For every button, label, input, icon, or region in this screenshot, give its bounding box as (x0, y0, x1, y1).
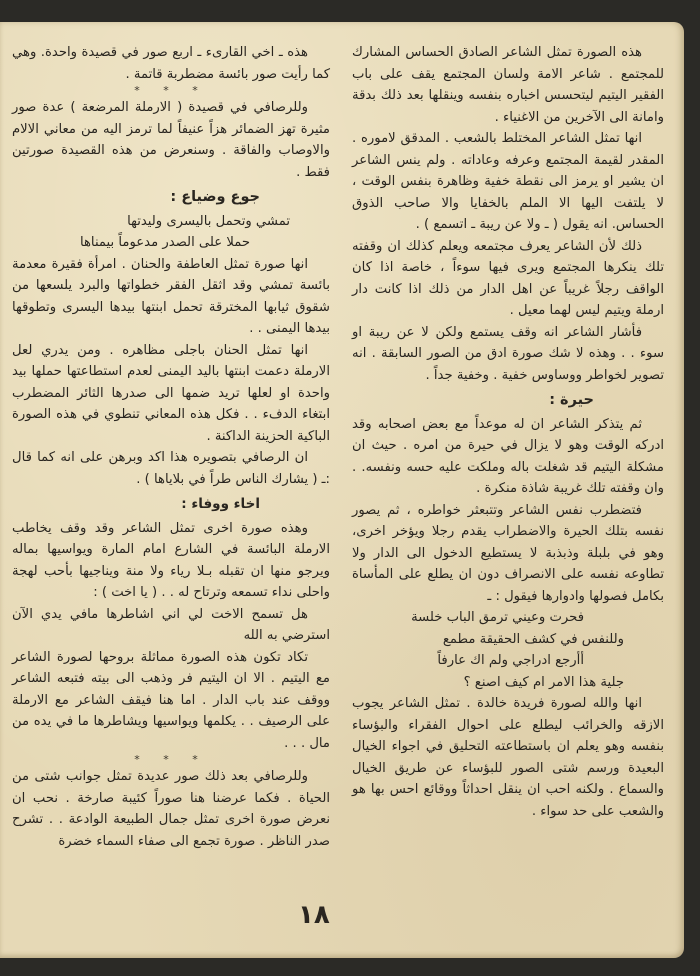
paragraph: ذلك لأن الشاعر يعرف مجتمعه ويعلم كذلك ان وقفته تلك ينكرها المجتمع ويرى فيها سوءاً ، خاصة اذا كان الواقف رجلاً غريباً عن اهل الدار من ذلك اذا كانت دار ارملة ويتيم ليس لهما معيل . (352, 238, 664, 318)
section-heading-perplexity: حيرة : (549, 392, 594, 408)
section-heading-brotherhood: اخاء ووفاء : (181, 496, 260, 512)
magazine-page (0, 22, 684, 958)
verse-line: أأرجع ادراجي ولم اك عارفاً (437, 653, 584, 668)
verse-line: فحرت وعيني ترمق الباب خلسة (411, 610, 584, 625)
verse-paragraph: هل تسمح الاخت لي اني اشاطرها مافي يدي الآن استرضي به الله (12, 606, 330, 643)
verse-line: تمشي وتحمل باليسرى وليدتها (127, 213, 290, 229)
paragraph: وللرصافي بعد ذلك صور عديدة تمثل جوانب شتى من الحياة . فكما عرضنا هنا صوراً كئيبة صارخة . نحب ان نعرض صورة اخرى تمثل جمال الطبيعة الوادعة . . تشرح صدر الناظر . صورة تجمع الى صفاء السماء خضرة (12, 769, 330, 849)
section-heading-hunger: جوع وضياع : (170, 189, 260, 205)
page-number: ١٨ (298, 900, 330, 930)
paragraph: تكاد تكون هذه الصورة مماثلة بروحها لصورة الشاعر مع اليتيم . الا ان اليتيم فر وذهب الى بيته فتبعه الشاعر ووقف عند باب الدار . اما هنا فيقف الشاعر مع الارملة على الرصيف . . يكلمها ويواسيها ويشاطرها ما في يده من مال . . . (12, 649, 330, 751)
verse-line: وللنفس في كشف الحقيقة مطمع (442, 631, 624, 647)
section-separator: * * * (134, 84, 208, 97)
right-column (352, 42, 664, 822)
paragraph: انها والله لصورة فريدة خالدة . تمثل الشاعر يجوب الازقه والخرائب ليطلع على احوال الفقراء والبؤساء بنفسه وهو يعلم ان باستطاعته التحليق في اجواء الخيال البعيدة ورسم شتى الصور للبؤساء عن طريق الخيال والسماع . ولكنه احب ان ينقل احداثاً ووقائع احس بها هو والشعب على حد سواء . (352, 696, 664, 819)
left-column (12, 42, 330, 852)
paragraph: فتضطرب نفس الشاعر وتتبعثر خواطره ، ثم يصور نفسه بتلك الحيرة والاضطراب يقدم رجلا ويؤخر اخرى، وهو في بلبلة وذبذبة لا يستطيع الدخول الى الدار ولا تطاوعه نفسه على الانصراف دون ان يطلع على المأساة بكامل فصولها وادوارها فيقول : ـ (352, 502, 664, 604)
verse-line: حملا على الصدر مدعوماً بيمناها (79, 235, 250, 250)
paragraph: انها تمثل الحنان باجلى مظاهره . ومن يدري لعل الارملة دعمت ابنتها باليد اليمنى لعدم استطاعتها حملها بيد واحدة او لعلها تريد ضمها الى صدرها الثائر المضطرب ابتغاء الدفء . . فكل هذه المعاني تنطوي في هذه الصورة الباكية الحزينة الداكنة . (12, 342, 330, 444)
paragraph: ثم يتذكر الشاعر ان له موعداً مع بعض اصحابه وقد ادركه الوقت وهو لا يزال في حيرة من امره . حيث ان مشكلة اليتيم قد شغلت باله وملكت عليه حسه ونفسه. . وان وقفته تلك غريبة شاذة منكرة . (352, 416, 664, 496)
paragraph: هذه ـ اخي القارىء ـ اربع صور في قصيدة واحدة. وهي كما رأيت صور بائسة مضطربة قاتمة . (12, 45, 330, 82)
paragraph: هذه الصورة تمثل الشاعر الصادق الحساس المشارك للمجتمع . شاعر الامة ولسان المجتمع يقف على باب الفقير اليتيم ليتحسس اخباره بنفسه وينقلها بعد ذلك بدقة وامانة الى الآخرين من الاغنياء . (352, 45, 664, 125)
paragraph: وهذه صورة اخرى تمثل الشاعر وقد وقف يخاطب الارملة البائسة في الشارع امام المارة ويواسيها بماله ويرجو منها ان تقبله بـلا رياء ولا منة ويناجيها بأحب لهجة واحلى نداء تسمعه وترتاح له . . ( يا اخت ) : (12, 520, 330, 600)
paragraph: فأشار الشاعر انه وقف يستمع ولكن لا عن ريبة او سوء . . وهذه لا شك صورة ادق من الصور السابقة . انه تصوير لخواطر ووساوس خفية . وخفية جداً . (352, 324, 664, 383)
section-separator: * * * (134, 753, 208, 766)
paragraph: ان الرصافي بتصويره هذا اكد وبرهن على انه كما قال :ـ ( يشارك الناس طراً في بلاياها ) . (12, 450, 330, 487)
verse-line: جلية هذا الامر ام كيف اصنع ؟ (463, 674, 624, 690)
paragraph: انها صورة تمثل العاطفة والحنان . امرأة فقيرة معدمة بائسة تمشي وقد اثقل الفقر خطواتها والبرد يلسعها من شقوق ثيابها المخترقة تحمل ابنتها بيدها اليسرى وتطوقها بيدها اليمنى . . (12, 256, 330, 336)
paragraph: وللرصافي في قصيدة ( الارملة المرضعة ) عدة صور مثيرة تهز الضمائر هزاً عنيفاً لما ترمز اليه من معاني الالام والاوصاب والفاقة . وسنعرض من هذه القصيدة صورتين فقط . (12, 100, 330, 180)
paragraph: انها تمثل الشاعر المختلط بالشعب . المدقق لاموره . المقدر لقيمة المجتمع وعرفه وعاداته . ولم ينس الشاعر ان يشير او يرمز الى نقطة خفية وظاهرة بنفس الوقت ، لا يلتفت اليها الا الملم بالخفايا والا صاحب الذوق الحساس. انه يقول ( ـ ولا عن ريبة ـ اتسمع ) . (352, 131, 664, 232)
